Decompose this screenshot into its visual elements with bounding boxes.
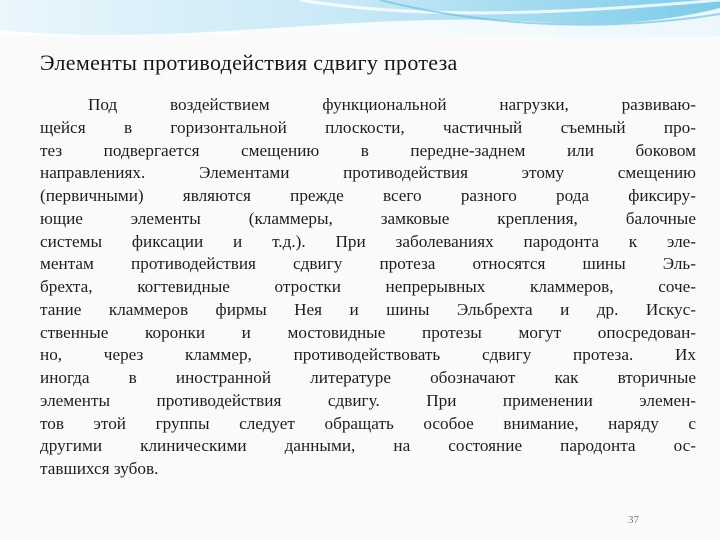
text-line: ющие элементы (кламмеры, замковые крепления, балочные (40, 208, 696, 228)
text-line: Под воздействием функциональной нагрузки, развиваю- (88, 95, 696, 114)
text-line: другими клиническими данными, на состояние пародонта ос- (40, 436, 696, 456)
page-number: 37 (628, 514, 639, 526)
text-line: направлениях. Элементами противодействия этому смещению (40, 163, 696, 183)
text-line: но, через кламмер, противодействовать сдвигу протеза. Их (40, 345, 696, 365)
body-paragraph (40, 94, 696, 481)
text-line: системы фиксации и т.д.). При заболеваниях пародонта к эле- (40, 231, 696, 251)
text-line: ментам противодействия сдвигу протеза относятся шины Эль- (40, 254, 696, 274)
text-line: иногда в иностранной литературе обозначают как вторичные (40, 368, 696, 387)
text-line: тавшихся зубов. (40, 459, 159, 478)
text-line: щейся в горизонтальной плоскости, частичный съемный про- (40, 117, 696, 137)
text-line: тов этой группы следует обращать особое внимание, наряду с (40, 413, 696, 433)
page-title: Элементы противодействия сдвигу протеза (40, 50, 458, 75)
text-line: ственные коронки и мостовидные протезы могут опосредован- (40, 322, 696, 342)
text-line: брехта, когтевидные отростки непрерывных кламмеров, соче- (40, 277, 696, 296)
text-line: (первичными) являются прежде всего разного рода фиксиру- (40, 186, 696, 205)
text-line: тез подвергается смещению в передне-заднем или боковом (40, 140, 696, 160)
text-line: тание кламмеров фирмы Нея и шины Эльбрехта и др. Искус- (40, 299, 696, 319)
text-line: элементы противодействия сдвигу. При применении элемен- (40, 390, 696, 410)
